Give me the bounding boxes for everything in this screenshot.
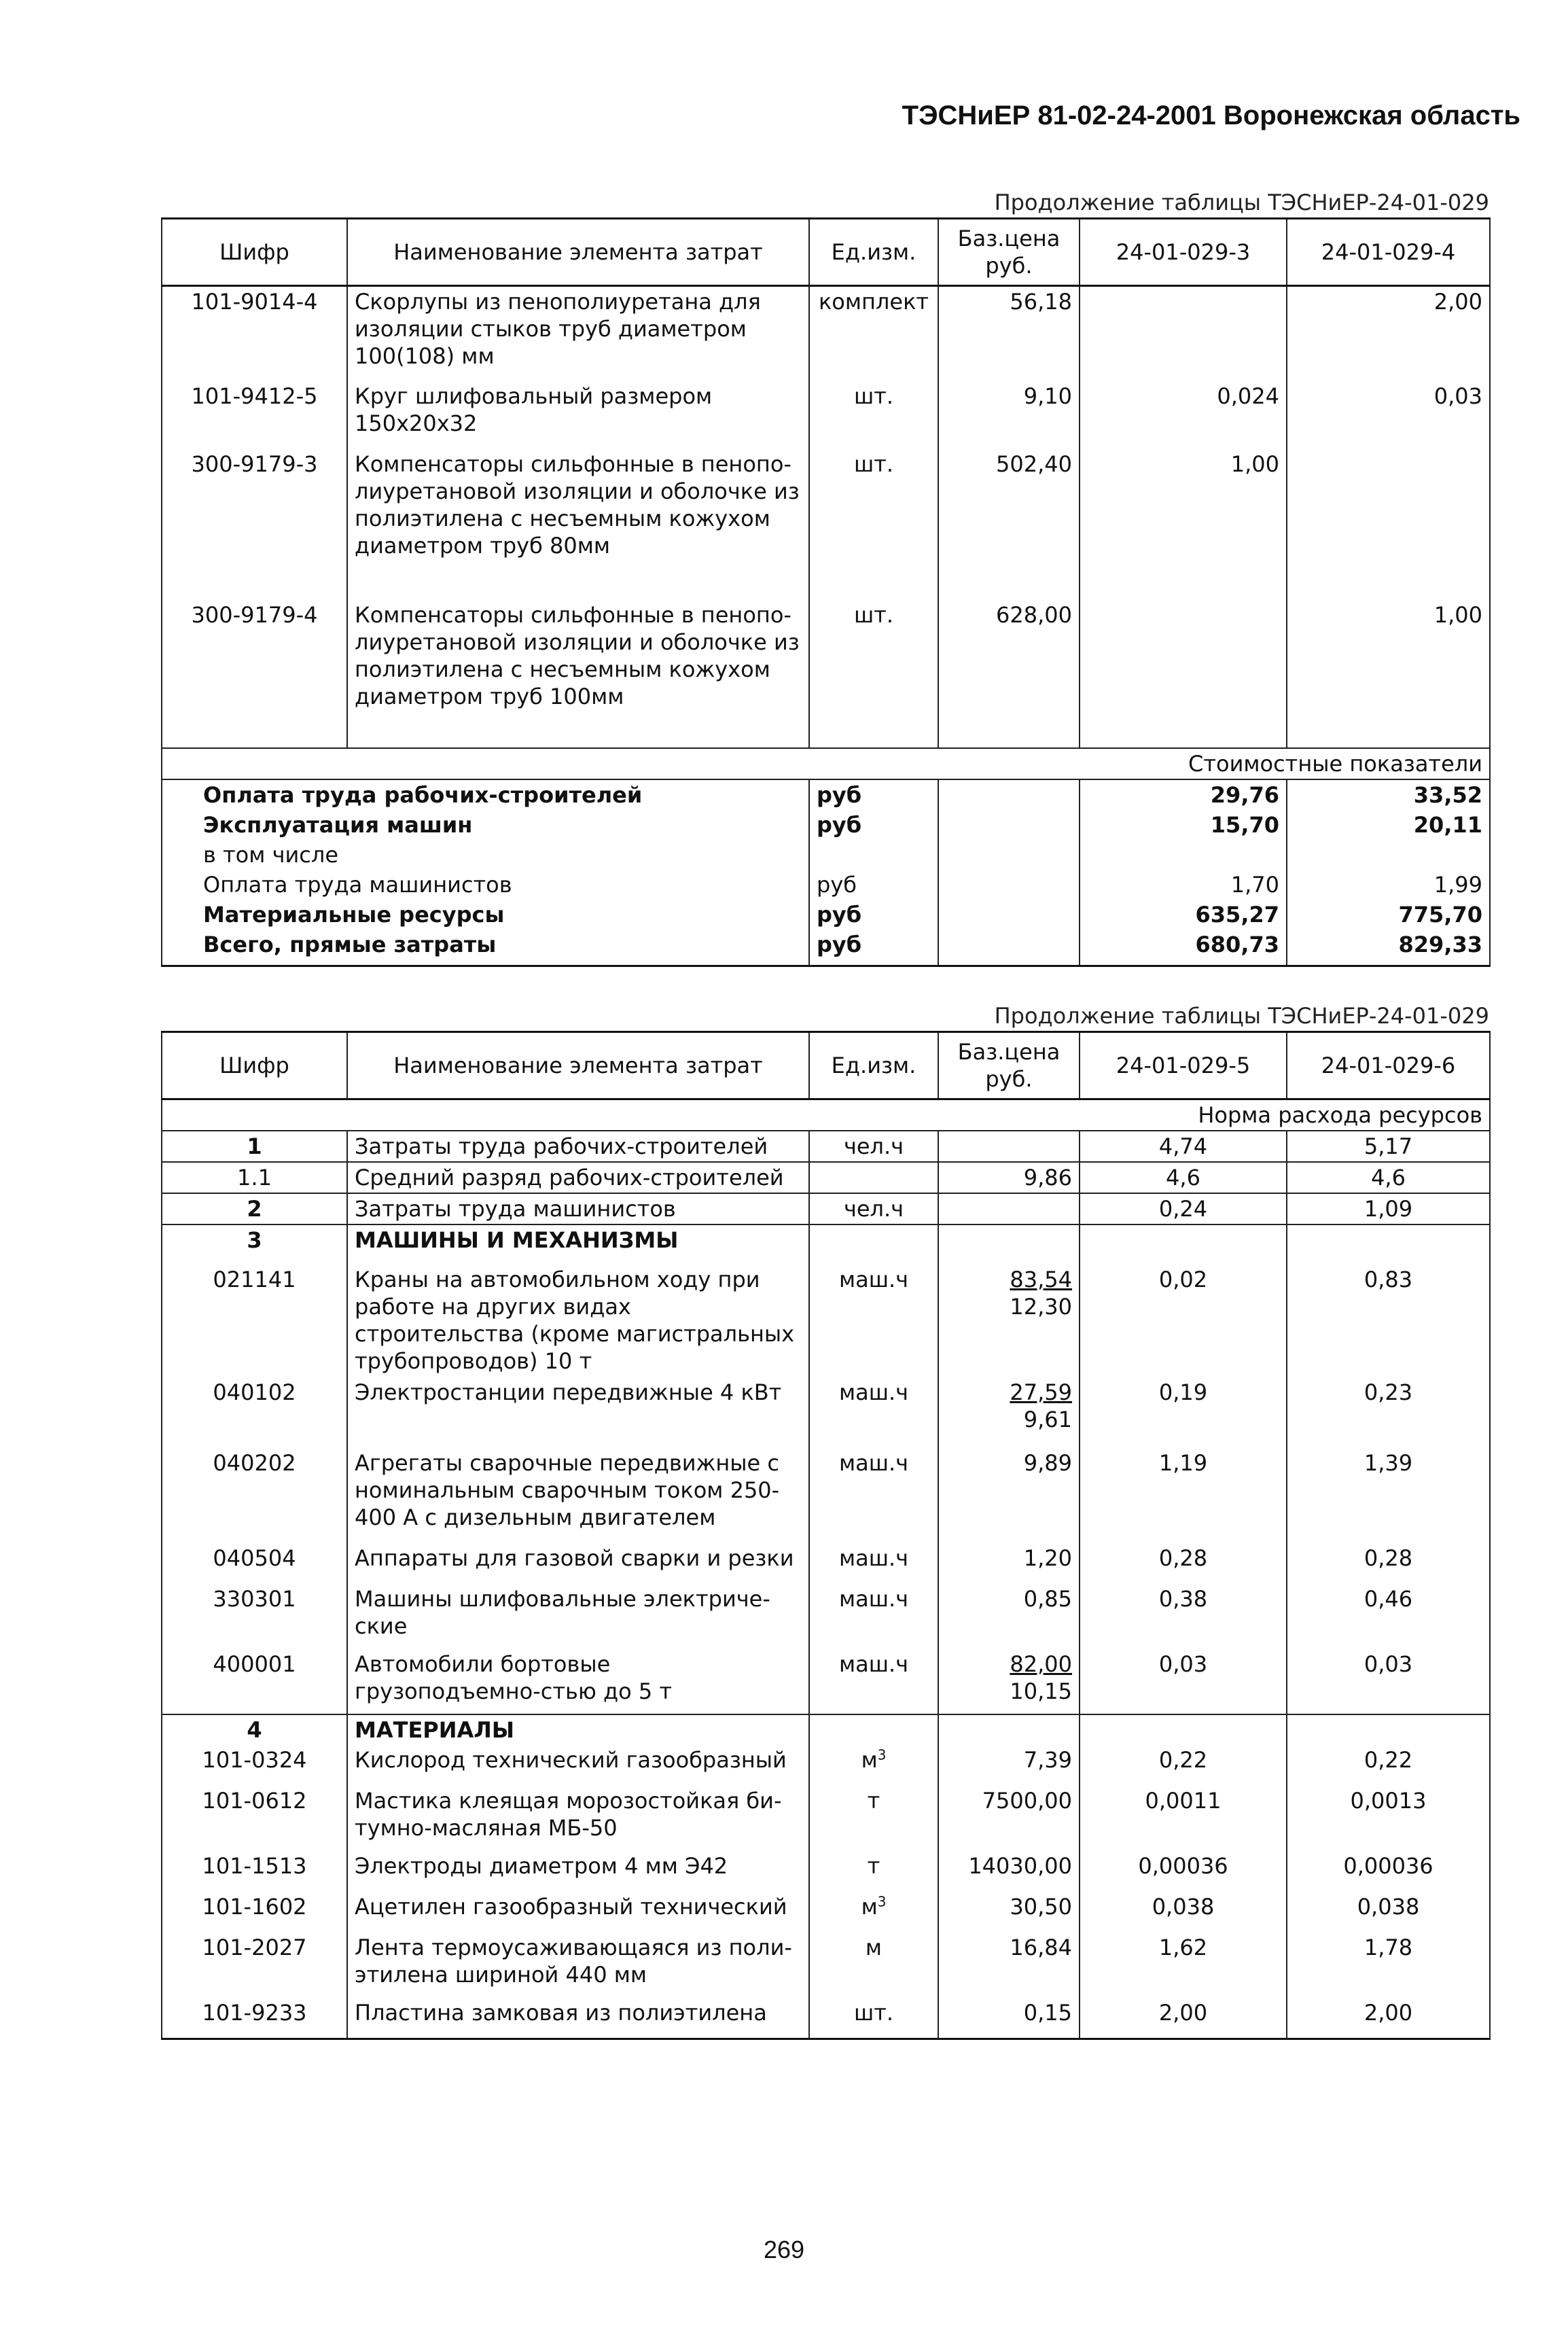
cost-value: 680,73: [1080, 930, 1287, 966]
cell-name: Компенсаторы сильфонные в пенопо-лиуретановой изоляции и оболочке из полиэтилена с несъемным кожухом диаметром труб 80мм: [347, 449, 809, 600]
cell-value: 0,22: [1287, 1745, 1490, 1786]
cell-value: [1080, 600, 1287, 748]
table2-continuation-label: Продолжение таблицы ТЭСНиЕР-24-01-029: [994, 1003, 1489, 1029]
cell-unit: [809, 1162, 938, 1193]
cell-name: Затраты труда машинистов: [347, 1193, 809, 1224]
cost-value: 829,33: [1287, 930, 1490, 966]
cell-unit: маш.ч: [809, 1584, 938, 1649]
price-underlined: 83,54: [1010, 1267, 1072, 1292]
cell-code: 101-9412-5: [162, 381, 347, 449]
cell-price: 56,18: [938, 286, 1080, 381]
page-number: 269: [763, 2236, 805, 2263]
cell-unit: маш.ч: [809, 1377, 938, 1448]
table-row: [162, 381, 1490, 449]
cell-value: 0,00036: [1287, 1851, 1490, 1892]
cell-code: 1.1: [162, 1162, 347, 1193]
cell-price: [938, 1131, 1080, 1162]
cell-code: 2: [162, 1193, 347, 1224]
cell-value: 0,24: [1080, 1193, 1287, 1224]
cell-value: 2,00: [1080, 1998, 1287, 2039]
cell-unit: шт.: [809, 449, 938, 600]
cell-unit: шт.: [809, 381, 938, 449]
cell-price: [938, 1377, 1080, 1448]
price-underlined: 82,00: [1010, 1651, 1072, 1677]
price-secondary: 12,30: [1010, 1294, 1072, 1320]
table2-header-name: Наименование элемента затрат: [347, 1032, 809, 1099]
cell-price: 7,39: [938, 1745, 1080, 1786]
cell-unit: т: [809, 1851, 938, 1892]
cell-name: Краны на автомобильном ходу при работе на других видах строительства (кроме магистральных трубопроводов) 10 т: [347, 1255, 809, 1377]
unit-text: м: [861, 1894, 878, 1920]
cell-code: 101-9014-4: [162, 286, 347, 381]
cell-name: Аппараты для газовой сварки и резки: [347, 1543, 809, 1584]
cost-label: Всего, прямые затраты: [162, 930, 809, 966]
table-row: [162, 1745, 1490, 1786]
cell-code: 101-9233: [162, 1998, 347, 2039]
cell-value: [1287, 449, 1490, 600]
cell-unit: комплект: [809, 286, 938, 381]
cell-value: 4,6: [1287, 1162, 1490, 1193]
table-row: [162, 1851, 1490, 1892]
cell-value: 0,46: [1287, 1584, 1490, 1649]
table-row: [162, 286, 1490, 381]
cost-row: [162, 870, 1490, 900]
table-row: [162, 1892, 1490, 1933]
table2-header-code: Шифр: [162, 1032, 347, 1099]
cell-code: 101-0612: [162, 1786, 347, 1851]
cell-name: Кислород технический газообразный: [347, 1745, 809, 1786]
cost-unit: руб: [809, 810, 938, 840]
cost-value: 15,70: [1080, 810, 1287, 840]
cell-value: 0,0013: [1287, 1786, 1490, 1851]
cell-price: 30,50: [938, 1892, 1080, 1933]
cell-name: Средний разряд рабочих-строителей: [347, 1162, 809, 1193]
cell-code: 040504: [162, 1543, 347, 1584]
table1-continuation-label: Продолжение таблицы ТЭСНиЕР-24-01-029: [994, 190, 1489, 215]
section-label: Норма расхода ресурсов: [347, 1099, 1490, 1131]
cell-name: Электроды диаметром 4 мм Э42: [347, 1851, 809, 1892]
cell-price: 9,10: [938, 381, 1080, 449]
cell-value: 0,038: [1080, 1892, 1287, 1933]
cell-price: 9,86: [938, 1162, 1080, 1193]
cost-value: 1,70: [1080, 870, 1287, 900]
table2-header-row: [162, 1032, 1490, 1099]
cell-unit: [809, 1892, 938, 1933]
cell-value: 0,28: [1287, 1543, 1490, 1584]
cell-value: 0,024: [1080, 381, 1287, 449]
unit-superscript: 3: [877, 1746, 887, 1763]
cell-code: 3: [162, 1224, 347, 1255]
cell-value: 1,78: [1287, 1933, 1490, 1998]
cost-value: 29,76: [1080, 779, 1287, 810]
cost-label: в том числе: [162, 840, 809, 870]
table1-header-name: Наименование элемента затрат: [347, 219, 809, 286]
cell-price: [938, 1193, 1080, 1224]
cell-value: 0,28: [1080, 1543, 1287, 1584]
cell-unit: т: [809, 1786, 938, 1851]
table-row: [162, 1193, 1490, 1224]
cell-value: [1080, 286, 1287, 381]
table2-header-unit: Ед.изм.: [809, 1032, 938, 1099]
cell-name: Машины шлифовальные электриче-ские: [347, 1584, 809, 1649]
cell-unit: м: [809, 1933, 938, 1998]
cell-price: 0,15: [938, 1998, 1080, 2039]
price-secondary: 10,15: [1010, 1678, 1072, 1704]
table-row: [162, 1543, 1490, 1584]
cell-name: Агрегаты сварочные передвижные с номинальным сварочным током 250-400 А с дизельным двигателем: [347, 1448, 809, 1543]
cell-unit: [809, 1745, 938, 1786]
cost-row: [162, 840, 1490, 870]
cell-code: 101-0324: [162, 1745, 347, 1786]
price-underlined: 27,59: [1010, 1379, 1072, 1405]
table-row: [162, 449, 1490, 600]
table-row: [162, 1131, 1490, 1162]
cell-value: 1,00: [1287, 600, 1490, 748]
cell-price: 628,00: [938, 600, 1080, 748]
page-header-title: ТЭСНиЕР 81-02-24-2001 Воронежская область: [902, 101, 1520, 130]
cell-unit: шт.: [809, 600, 938, 748]
cell-value: 1,19: [1080, 1448, 1287, 1543]
cell-name: Компенсаторы сильфонные в пенопо-лиуретановой изоляции и оболочке из полиэтилена с несъемным кожухом диаметром труб 100мм: [347, 600, 809, 748]
cell-unit: маш.ч: [809, 1649, 938, 1714]
cost-label: Материальные ресурсы: [162, 900, 809, 930]
cell-value: 5,17: [1287, 1131, 1490, 1162]
cell-unit: маш.ч: [809, 1543, 938, 1584]
table1-header-price: Баз.цена руб.: [938, 219, 1080, 286]
table1-header-row: [162, 219, 1490, 286]
table-row: [162, 1224, 1490, 1255]
cost-value: 33,52: [1287, 779, 1490, 810]
cell-price: [938, 1649, 1080, 1714]
cell-code: 040102: [162, 1377, 347, 1448]
cell-name: МАШИНЫ И МЕХАНИЗМЫ: [347, 1224, 809, 1255]
cell-unit: чел.ч: [809, 1193, 938, 1224]
cell-code: 4: [162, 1714, 347, 1745]
cost-label: Оплата труда машинистов: [162, 870, 809, 900]
table-row: [162, 1584, 1490, 1649]
cell-code: 101-1602: [162, 1892, 347, 1933]
cost-row: [162, 900, 1490, 930]
section-bar: [162, 1099, 1490, 1131]
cell-code: 300-9179-3: [162, 449, 347, 600]
cell-value: 1,09: [1287, 1193, 1490, 1224]
table-row: [162, 1933, 1490, 1998]
table-row: [162, 1162, 1490, 1193]
cell-unit: маш.ч: [809, 1255, 938, 1377]
cell-price: 14030,00: [938, 1851, 1080, 1892]
cell-price: [938, 1255, 1080, 1377]
section-label: Стоимостные показатели: [347, 748, 1490, 779]
cell-name: МАТЕРИАЛЫ: [347, 1714, 809, 1745]
cell-price: 502,40: [938, 449, 1080, 600]
cell-value: 2,00: [1287, 1998, 1490, 2039]
cell-code: 1: [162, 1131, 347, 1162]
cell-value: 0,03: [1287, 381, 1490, 449]
cell-value: 4,74: [1080, 1131, 1287, 1162]
table-row: [162, 1998, 1490, 2039]
cell-price: 0,85: [938, 1584, 1080, 1649]
cell-value: 4,6: [1080, 1162, 1287, 1193]
cell-value: 0,02: [1080, 1255, 1287, 1377]
cell-name: Скорлупы из пенополиуретана для изоляции стыков труб диаметром 100(108) мм: [347, 286, 809, 381]
unit-superscript: 3: [877, 1893, 887, 1910]
cell-price: 7500,00: [938, 1786, 1080, 1851]
table-row: [162, 1649, 1490, 1714]
table1: [161, 217, 1491, 967]
table1-header-code: Шифр: [162, 219, 347, 286]
cell-name: Мастика клеящая морозостойкая би-тумно-масляная МБ-50: [347, 1786, 809, 1851]
cell-price: 16,84: [938, 1933, 1080, 1998]
table-row: [162, 1786, 1490, 1851]
table2: [161, 1031, 1491, 2040]
cell-value: 1,62: [1080, 1933, 1287, 1998]
cost-value: 635,27: [1080, 900, 1287, 930]
cost-value: 775,70: [1287, 900, 1490, 930]
cost-row: [162, 779, 1490, 810]
cost-unit: руб: [809, 930, 938, 966]
cell-value: 1,00: [1080, 449, 1287, 600]
table-row: [162, 1448, 1490, 1543]
cell-price: 1,20: [938, 1543, 1080, 1584]
cell-value: 0,03: [1080, 1649, 1287, 1714]
cell-code: 400001: [162, 1649, 347, 1714]
section-bar: [162, 748, 1490, 779]
price-secondary: 9,61: [1023, 1407, 1072, 1432]
unit-text: м: [861, 1747, 878, 1773]
cell-unit: шт.: [809, 1998, 938, 2039]
cell-unit: маш.ч: [809, 1448, 938, 1543]
cell-value: 0,19: [1080, 1377, 1287, 1448]
cell-unit: чел.ч: [809, 1131, 938, 1162]
cell-code: 040202: [162, 1448, 347, 1543]
table1-header-col5: 24-01-029-3: [1080, 219, 1287, 286]
cell-value: 2,00: [1287, 286, 1490, 381]
cell-name: Электростанции передвижные 4 кВт: [347, 1377, 809, 1448]
cell-value: 0,83: [1287, 1255, 1490, 1377]
table-row: [162, 1377, 1490, 1448]
cell-value: 0,03: [1287, 1649, 1490, 1714]
cell-code: 101-1513: [162, 1851, 347, 1892]
cost-unit: руб: [809, 900, 938, 930]
cost-label: Оплата труда рабочих-строителей: [162, 779, 809, 810]
cell-value: 0,0011: [1080, 1786, 1287, 1851]
table1-header-col6: 24-01-029-4: [1287, 219, 1490, 286]
cell-price: 9,89: [938, 1448, 1080, 1543]
cell-code: 021141: [162, 1255, 347, 1377]
cell-value: 1,39: [1287, 1448, 1490, 1543]
table1-header-unit: Ед.изм.: [809, 219, 938, 286]
cell-code: 300-9179-4: [162, 600, 347, 748]
cell-code: 330301: [162, 1584, 347, 1649]
cell-name: Пластина замковая из полиэтилена: [347, 1998, 809, 2039]
cost-value: 1,99: [1287, 870, 1490, 900]
cell-name: Лента термоусаживающаяся из поли-этилена шириной 440 мм: [347, 1933, 809, 1998]
cell-name: Круг шлифовальный размером 150х20х32: [347, 381, 809, 449]
table2-header-col6: 24-01-029-6: [1287, 1032, 1490, 1099]
cell-value: 0,38: [1080, 1584, 1287, 1649]
table2-header-price: Баз.цена руб.: [938, 1032, 1080, 1099]
cost-unit: руб: [809, 779, 938, 810]
cell-value: 0,038: [1287, 1892, 1490, 1933]
cell-name: Ацетилен газообразный технический: [347, 1892, 809, 1933]
cell-value: 0,00036: [1080, 1851, 1287, 1892]
table2-header-col5: 24-01-029-5: [1080, 1032, 1287, 1099]
cost-row: [162, 810, 1490, 840]
cell-code: 101-2027: [162, 1933, 347, 1998]
table-row: [162, 600, 1490, 748]
cell-value: 0,22: [1080, 1745, 1287, 1786]
cost-value: 20,11: [1287, 810, 1490, 840]
cost-label: Эксплуатация машин: [162, 810, 809, 840]
cell-name: Затраты труда рабочих-строителей: [347, 1131, 809, 1162]
cost-row: [162, 930, 1490, 966]
cost-unit: руб: [809, 870, 938, 900]
cell-value: 0,23: [1287, 1377, 1490, 1448]
table-row: [162, 1714, 1490, 1745]
cell-name: Автомобили бортовые грузоподъемно-стью до 5 т: [347, 1649, 809, 1714]
table-row: [162, 1255, 1490, 1377]
